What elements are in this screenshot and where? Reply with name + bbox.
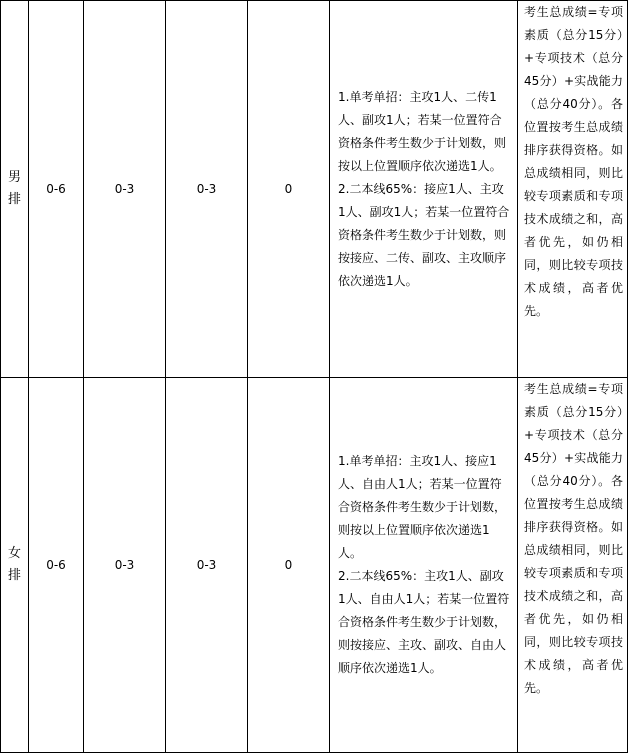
range-cell: 0-3	[84, 378, 166, 753]
scoring-cell: 考生总成绩=专项素质（总分15分）+专项技术（总分45分）+实战能力（总分40分）。各位置按考生总成绩排序获得资格。如总成绩相同，则比较专项素质和专项技术成绩之和，高者优先，如仍相同，则比较专项技术成绩，高者优先。	[518, 378, 628, 753]
rule-second-tier: 2.二本线65%：主攻1人、副攻1人、自由人1人；若某一位置符合资格条件考生数少于计划数，则按接应、主攻、副攻、自由人顺序依次递选1人。	[338, 569, 510, 675]
selection-rules-cell	[330, 1, 518, 378]
rule-second-tier: 2.二本线65%：接应1人、主攻1人、副攻1人；若某一位置符合资格条件考生数少于计划数，则按接应、二传、副攻、主攻顺序依次递选1人。	[338, 181, 510, 288]
range-cell: 0-3	[166, 1, 248, 378]
rule-single-exam: 1.单考单招：主攻1人、接应1人、自由人1人；若某一位置符合资格条件考生数少于计划数，则按以上位置顺序依次递选1人。	[338, 454, 507, 560]
scoring-cell: 考生总成绩=专项素质（总分15分）+专项技术（总分45分）+实战能力（总分40分）。各位置按考生总成绩排序获得资格。如总成绩相同，则比较专项素质和专项技术成绩之和，高者优先，如仍相同，则比较专项技术成绩，高者优先。	[518, 1, 628, 378]
category-cell	[1, 378, 29, 753]
selection-rules-cell	[330, 378, 518, 753]
range-cell: 0-6	[29, 1, 84, 378]
category-label: 女排	[7, 546, 21, 583]
table-row	[1, 378, 628, 753]
count-cell: 0	[248, 378, 330, 753]
table-row	[1, 1, 628, 378]
category-label: 男排	[7, 170, 21, 207]
range-cell: 0-3	[166, 378, 248, 753]
rule-single-exam: 1.单考单招：主攻1人、二传1人、副攻1人；若某一位置符合资格条件考生数少于计划数，则按以上位置顺序依次递选1人。	[338, 89, 507, 173]
count-cell: 0	[248, 1, 330, 378]
category-cell	[1, 1, 29, 378]
range-cell: 0-3	[84, 1, 166, 378]
range-cell: 0-6	[29, 378, 84, 753]
